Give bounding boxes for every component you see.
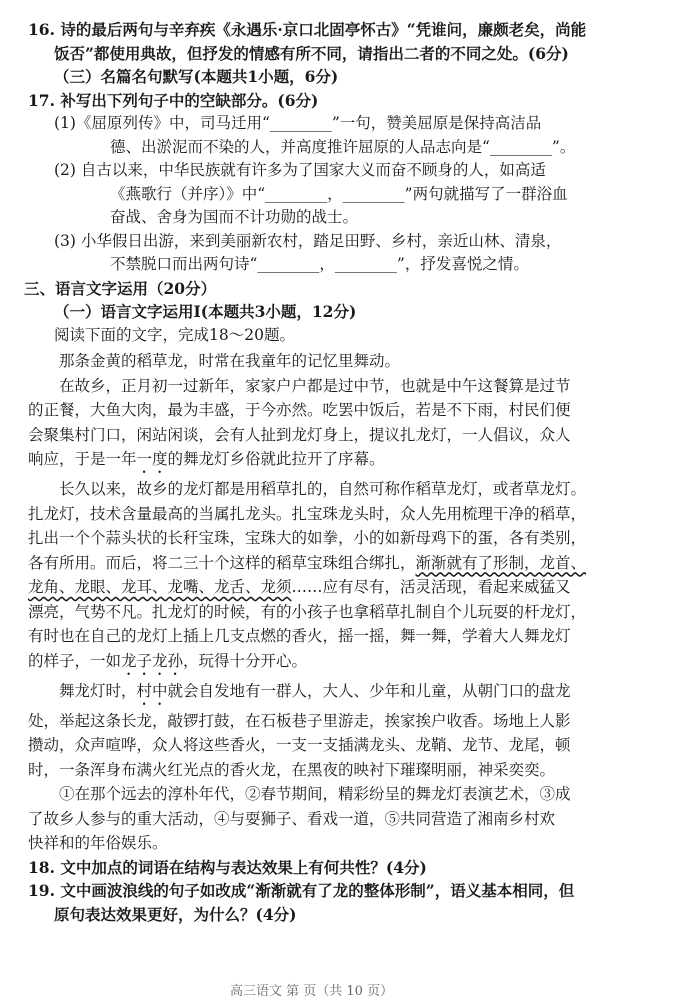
question-17-part-2-line-3: 奋战、舍身为国而不计功勋的战士。	[110, 208, 359, 226]
passage-text: ，玩得十分开心。	[183, 651, 308, 670]
reading-passage	[28, 349, 674, 856]
passage-text: 的样子，一如	[28, 651, 122, 670]
passage-line: 时，一条浑身布满火红光点的香火龙，在黑夜的映衬下璀璨明丽，神采奕奕。	[28, 760, 556, 779]
passage-line: 攒动，众声喧哗，众人将这些香火，一支一支插满龙头、龙鞘、龙节、龙尾，顿	[28, 736, 571, 754]
question-17-part-3-line-2: 不禁脱口而出两句诗“________，________”，抒发喜悦之情。	[110, 255, 529, 273]
passage-line: 长久以来，故乡的龙灯都是用稻草扎的，自然可称作稻草龙灯，或者草龙灯。	[59, 480, 587, 498]
passage-line: 了故乡人参与的重大活动，④与耍狮子、看戏一道，⑤共同营造了湘南乡村欢	[28, 809, 556, 828]
passage-line: 处，举起这条长龙，敲锣打鼓，在石板巷子里游走，挨家挨户收香。场地上人影	[28, 711, 571, 730]
question-18: 18. 文中加点的词语在结构与表达效果上有何共性？(4分)	[28, 857, 427, 877]
question-17-heading: 17. 补写出下列句子中的空缺部分。(6分)	[28, 90, 319, 110]
wavy-underlined-sentence: 龙角、龙眼、龙耳、龙嘴、龙舌、龙须	[28, 578, 292, 596]
passage-text: 各有所用。而后，将二三十个这样的稻草宝珠组合绑扎，	[28, 553, 416, 572]
passage-text: 的舞龙灯乡俗就此拉开了序幕。	[167, 450, 385, 468]
question-16-line-1: 16. 诗的最后两句与辛弃疾《永遇乐·京口北固亭怀古》“凭谁问，廉颇老矣，尚能	[28, 20, 587, 39]
passage-line	[28, 679, 674, 709]
passage-text: 就会自发地有一群人，大人、少年和儿童，从朝门口的盘龙	[167, 681, 571, 700]
question-16-line-2: 饭否”都使用典故，但抒发的情感有所不同，请指出二者的不同之处。(6分)	[54, 43, 569, 63]
passage-line	[28, 575, 674, 600]
passage-text: ……应有尽有，活灵活现，看起来威猛又	[291, 578, 571, 596]
question-17-part-1-line-2: 德、出淤泥而不染的人，并高度推许屈原的人品志向是“________”。	[110, 137, 576, 156]
page-footer: 高三语文 第 页（共 10 页）	[230, 984, 394, 999]
dotted-word: 一度	[136, 450, 168, 468]
passage-line: 扎龙灯，技术含量最高的当属扎龙头。扎宝珠龙头时，众人先用梳理干净的稻草，	[28, 504, 587, 523]
reading-instruction: 阅读下面的文字，完成18～20题。	[54, 325, 295, 344]
passage-line: 漂亮，气势不凡。扎龙灯的时候，有的小孩子也拿稻草扎制自个儿玩耍的杆龙灯，	[28, 602, 587, 621]
part-3-heading: 三、语言文字运用（20分）	[24, 278, 217, 298]
passage-line	[28, 447, 674, 477]
question-17-part-1-line-1: (1)《屈原列传》中，司马迁用“________”一句，赞美屈原是保持高洁品	[54, 114, 542, 132]
question-17-part-3-line-1: (3) 小华假日出游，来到美丽新农村，踏足田野、乡村，亲近山林、清泉，	[54, 231, 562, 250]
question-19-line-1: 19. 文中画波浪线的句子如改成“渐渐就有了龙的整体形制”，语义基本相同，但	[28, 881, 575, 900]
passage-line	[28, 551, 674, 576]
passage-text: 舞龙灯时，	[59, 681, 137, 700]
passage-line: ①在那个远去的淳朴年代，②春节期间，精彩纷呈的舞龙灯表演艺术，③成	[59, 785, 571, 803]
passage-line	[28, 649, 674, 679]
passage-paragraph-0: 那条金黄的稻草龙，时常在我童年的记忆里舞动。	[59, 352, 401, 370]
subsection-1-heading: （一）语言文字运用Ⅰ(本题共3小题，12分)	[54, 302, 357, 321]
section-3-heading: （三）名篇名句默写(本题共1小题，6分)	[54, 67, 339, 86]
question-17-part-2-line-1: (2) 自古以来，中华民族就有许多为了国家大义而奋不顾身的人，如高适	[54, 161, 546, 179]
passage-line: 会聚集村门口，闲站闲谈，会有人扯到龙灯身上，提议扎龙灯，一人倡议，众人	[28, 425, 571, 444]
dotted-word: 村中	[136, 681, 168, 700]
wavy-underlined-sentence: 渐渐就有了形制，龙首、	[415, 553, 587, 572]
question-19-line-2: 原句表达效果更好，为什么？(4分)	[54, 904, 297, 924]
dotted-word: 龙子龙孙	[121, 651, 184, 670]
passage-line: 扎出一个个蒜头状的长秆宝珠，宝珠大的如拳，小的如新母鸡下的蛋，各有类别，	[28, 529, 587, 547]
passage-line: 在故乡，正月初一过新年，家家户户都是过中节，也就是中午这餐算是过节	[59, 376, 571, 395]
question-17-part-2-line-2: 《燕歌行（并序）》中“________，________”两句就描写了一群浴血	[110, 184, 568, 203]
passage-text: 响应，于是一年	[28, 450, 137, 468]
passage-line: 快祥和的年俗娱乐。	[28, 834, 168, 852]
passage-line: 有时也在自己的龙灯上插上几支点燃的香火，摇一摇，舞一舞，学着大人舞龙灯	[28, 627, 571, 645]
passage-line: 的正餐，大鱼大肉，最为丰盛，于今亦然。吃罢中饭后，若是不下雨，村民们便	[28, 401, 571, 419]
